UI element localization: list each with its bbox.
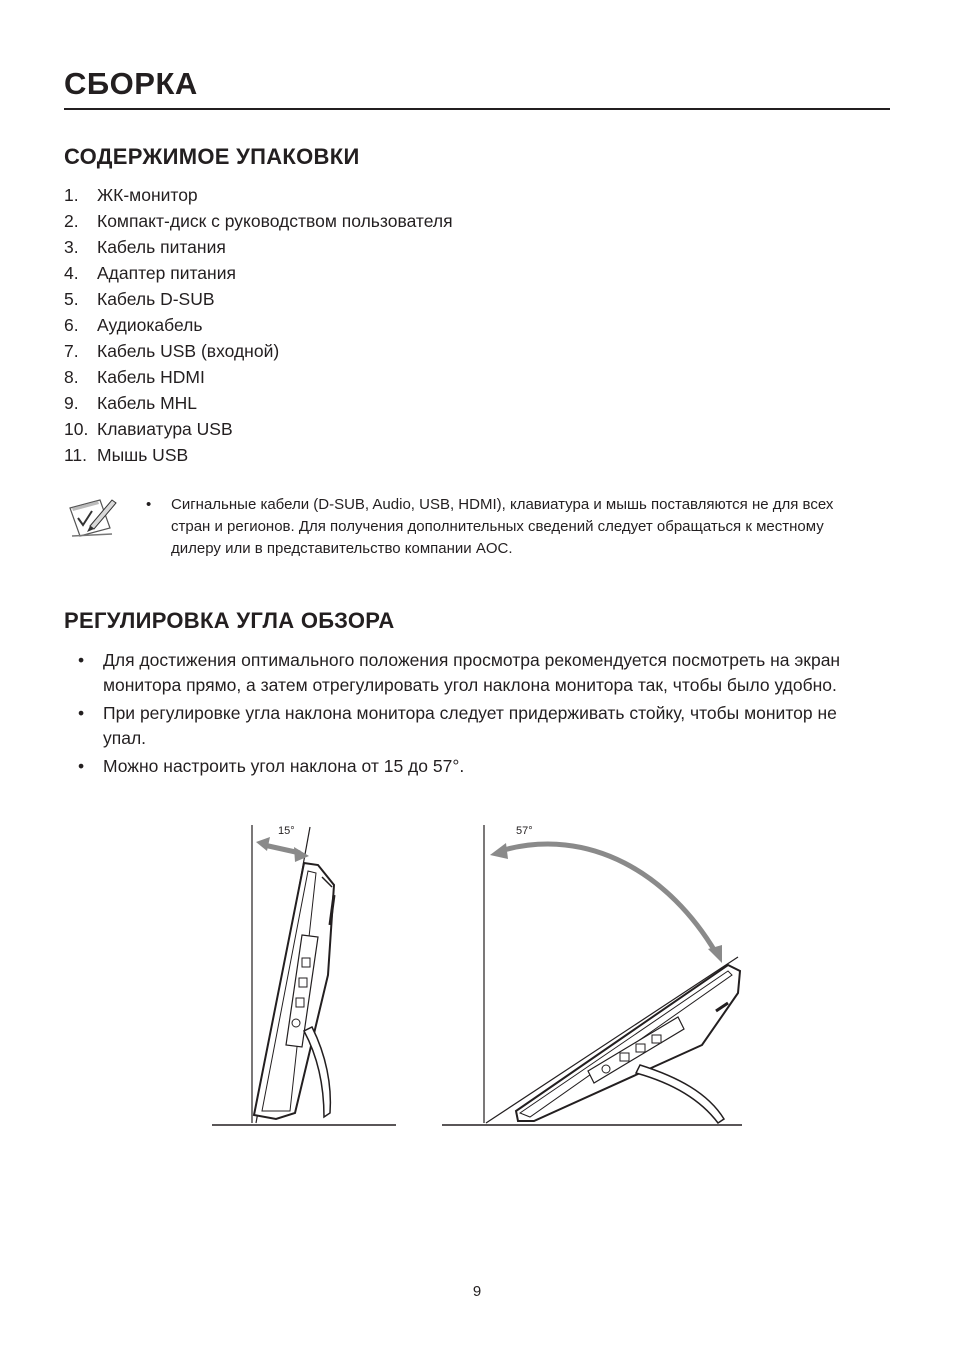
list-item: [64, 445, 453, 471]
note-text: Сигнальные кабели (D-SUB, Audio, USB, HDMI), клавиатура и мышь поставляются не для всех стран и регионов. Для получения дополнительных сведений следует обращаться к местному дилеру или в представительство компании AOC.: [171, 496, 834, 557]
bullet-text: Можно настроить угол наклона от 15 до 57°.: [103, 756, 465, 776]
item-label: Кабель HDMI: [97, 367, 205, 387]
item-number: 11.: [64, 445, 88, 465]
list-item: [64, 185, 453, 211]
list-item: [64, 237, 453, 263]
item-label: ЖК-монитор: [97, 185, 198, 205]
angle-label-57: 57°: [516, 825, 533, 837]
item-number: 3.: [64, 237, 79, 257]
item-number: 1.: [64, 185, 79, 205]
package-contents-heading: СОДЕРЖИМОЕ УПАКОВКИ: [64, 144, 360, 169]
item-number: 5.: [64, 289, 79, 309]
package-contents-list: [64, 185, 453, 471]
page-title: СБОРКА: [64, 66, 198, 101]
item-number: 4.: [64, 263, 79, 283]
bullet-marker: •: [146, 496, 152, 513]
item-label: Кабель USB (входной): [97, 341, 280, 361]
list-item: • Можно настроить угол наклона от 15 до 57°.: [78, 756, 465, 776]
item-number: 9.: [64, 393, 79, 413]
page-number: 9: [472, 1283, 482, 1300]
title-divider: [64, 108, 890, 110]
monitor-tilt-57-diagram: [442, 825, 742, 1125]
item-label: Кабель D-SUB: [97, 289, 215, 309]
item-label: Мышь USB: [97, 445, 189, 465]
item-label: Компакт-диск с руководством пользователя: [97, 211, 453, 231]
list-item: [64, 341, 453, 367]
list-item: [64, 393, 453, 419]
item-label: Адаптер питания: [97, 263, 236, 283]
list-item: [64, 289, 453, 315]
angle-label-15: 15°: [278, 825, 295, 837]
item-number: 7.: [64, 341, 79, 361]
item-number: 6.: [64, 315, 79, 335]
item-number: 2.: [64, 211, 79, 231]
list-item: [64, 211, 453, 237]
list-item: [64, 419, 453, 445]
item-label: Кабель питания: [97, 237, 226, 257]
viewing-angle-heading: РЕГУЛИРОВКА УГЛА ОБЗОРА: [64, 608, 395, 633]
item-label: Аудиокабель: [97, 315, 203, 335]
item-label: Клавиатура USB: [97, 419, 233, 439]
bullet-text: При регулировке угла наклона монитора следует придерживать стойку, чтобы монитор не упал.: [103, 703, 837, 748]
note-pencil-icon: [66, 494, 120, 538]
list-item: [64, 315, 453, 341]
list-item: • Для достижения оптимального положения просмотра рекомендуется посмотреть на экран монитора прямо, а затем отрегулировать угол наклона монитора так, чтобы было удобно.: [78, 650, 841, 695]
item-label: Кабель MHL: [97, 393, 198, 413]
tilt-angle-illustration: [200, 815, 760, 1135]
list-item: • При регулировке угла наклона монитора следует придерживать стойку, чтобы монитор не упал.: [78, 703, 837, 748]
monitor-tilt-15-diagram: [212, 825, 396, 1125]
list-item: [64, 367, 453, 393]
viewing-angle-list: [78, 648, 878, 782]
list-item: [64, 263, 453, 289]
item-number: 10.: [64, 419, 89, 439]
bullet-text: Для достижения оптимального положения просмотра рекомендуется посмотреть на экран монитора прямо, а затем отрегулировать угол наклона монитора так, чтобы было удобно.: [103, 650, 841, 695]
item-number: 8.: [64, 367, 79, 387]
